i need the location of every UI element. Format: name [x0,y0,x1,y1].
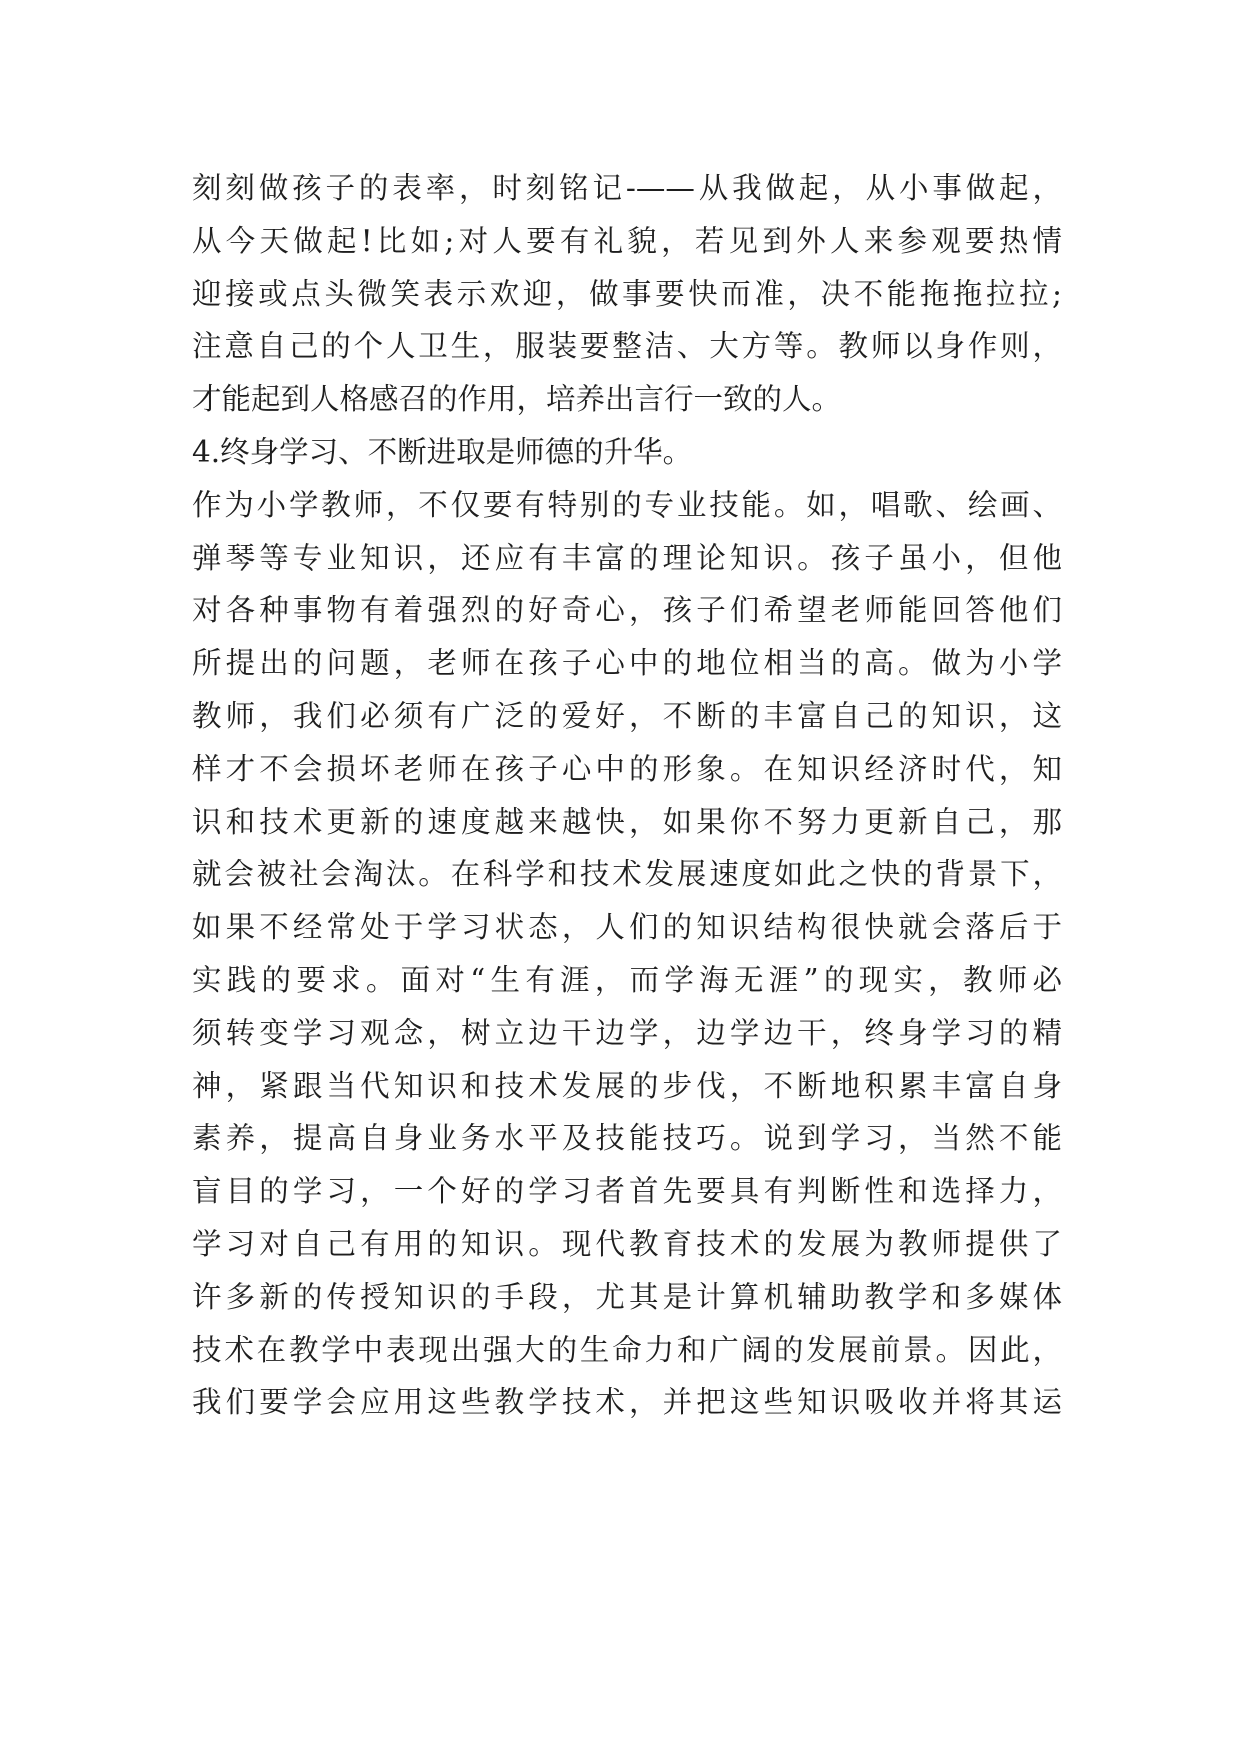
text-line-16: 实践的要求。面对“生有涯，而学海无涯”的现实，教师必 [192,962,1062,997]
text-line-4: 注意自己的个人卫生，服装要整洁、大方等。教师以身作则， [192,329,1062,364]
text-line-11: 教师，我们必须有广泛的爱好，不断的丰富自己的知识，这 [192,698,1062,733]
text-line-20: 盲目的学习，一个好的学习者首先要具有判断性和选择力， [192,1174,1062,1209]
text-line-7: 作为小学教师，不仅要有特别的专业技能。如，唱歌、绘画、 [192,487,1062,522]
text-line-5: 才能起到人格感召的作用，培养出言行一致的人。 [192,382,842,417]
text-line-13: 识和技术更新的速度越来越快，如果你不努力更新自己，那 [192,804,1062,839]
text-line-19: 素养，提高自身业务水平及技能技巧。说到学习，当然不能 [192,1121,1062,1156]
text-line-10: 所提出的问题，老师在孩子心中的地位相当的高。做为小学 [192,646,1062,681]
section-heading: 4.终身学习、不断进取是师德的升华。 [192,434,693,469]
text-line-24: 我们要学会应用这些教学技术，并把这些知识吸收并将其运 [192,1385,1062,1420]
text-line-9: 对各种事物有着强烈的好奇心，孩子们希望老师能回答他们 [192,593,1062,628]
text-line-17: 须转变学习观念，树立边干边学，边学边干，终身学习的精 [192,1015,1062,1050]
body-text [192,162,1062,1429]
text-line-18: 神，紧跟当代知识和技术发展的步伐，不断地积累丰富自身 [192,1068,1062,1103]
text-line-23: 技术在教学中表现出强大的生命力和广阔的发展前景。因此， [192,1332,1062,1367]
text-line-8: 弹琴等专业知识，还应有丰富的理论知识。孩子虽小，但他 [192,540,1062,575]
text-line-22: 许多新的传授知识的手段，尤其是计算机辅助教学和多媒体 [192,1279,1062,1314]
text-line-2: 从今天做起!比如;对人要有礼貌，若见到外人来参观要热情 [192,223,1062,258]
text-line-15: 如果不经常处于学习状态，人们的知识结构很快就会落后于 [192,910,1062,945]
text-line-14: 就会被社会淘汰。在科学和技术发展速度如此之快的背景下， [192,857,1062,892]
text-line-21: 学习对自己有用的知识。现代教育技术的发展为教师提供了 [192,1226,1062,1261]
text-line-3: 迎接或点头微笑表示欢迎，做事要快而准，决不能拖拖拉拉; [192,276,1062,311]
text-line-1: 刻刻做孩子的表率，时刻铭记-——从我做起，从小事做起， [192,171,1062,205]
text-line-12: 样才不会损坏老师在孩子心中的形象。在知识经济时代，知 [192,751,1062,786]
